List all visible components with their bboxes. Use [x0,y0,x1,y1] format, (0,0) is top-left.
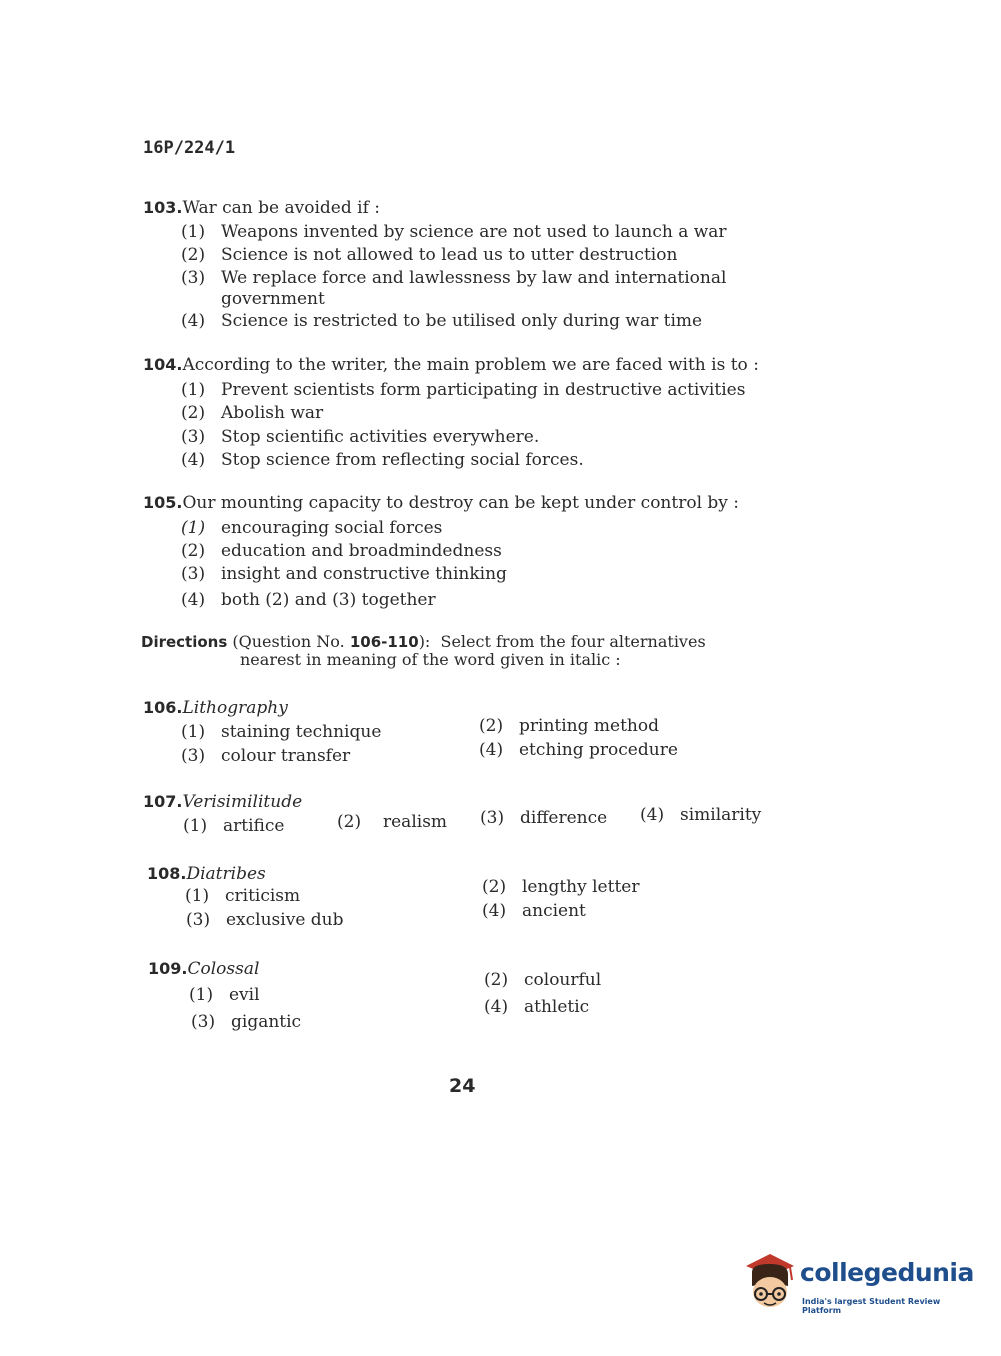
question-106: 106.Lithography [143,698,288,718]
question-105 [143,493,739,513]
option-103-4: (4) Science is restricted to be utilised only during war time [181,311,703,331]
option-108-4: (4) ancient [482,901,586,921]
option-109-4: (4) athletic [484,997,590,1017]
brand-name: collegedunia [800,1258,974,1287]
option-109-2: (2) colourful [484,970,602,990]
option-107-4: (4) similarity [640,805,762,825]
option-106-4: (4) etching procedure [479,740,678,760]
option-105-3: (3) insight and constructive thinking [181,564,507,584]
option-107-3: (3) difference [480,808,608,828]
option-105-2: (2) education and broadmindedness [181,541,502,561]
question-text: War can be avoided if : [182,198,381,218]
option-104-3: (3) Stop scientific activities everywhere. [181,427,540,447]
option-105-1: (1) encouraging social forces [181,518,443,538]
directions-line-2: nearest in meaning of the word given in italic : [240,650,621,669]
option-103-2: (2) Science is not allowed to lead us to utter destruction [181,245,678,265]
option-108-1: (1) criticism [185,886,301,906]
option-109-3: (3) gigantic [191,1012,302,1032]
option-108-3: (3) exclusive dub [186,910,344,930]
paper-code: 16P/224/1 [143,138,236,158]
option-103-1: (1) Weapons invented by science are not used to launch a war [181,222,727,242]
question-word: Diatribes [186,864,266,884]
question-109: 109.Colossal [148,959,260,979]
mascot-icon [742,1252,798,1318]
option-106-1: (1) staining technique [181,722,382,742]
page-number: 24 [449,1075,476,1097]
directions-label: Directions [141,633,228,651]
option-106-3: (3) colour transfer [181,746,351,766]
question-107: 107.Verisimilitude [143,792,303,812]
question-103 [143,198,380,218]
option-107-1: (1) artifice [183,816,285,836]
option-109-1: (1) evil [189,985,260,1005]
option-104-4: (4) Stop science from reflecting social forces. [181,450,584,470]
question-text: Our mounting capacity to destroy can be kept under control by : [182,493,740,513]
question-word: Verisimilitude [182,792,303,812]
option-104-1: (1) Prevent scientists form participating in destructive activities [181,380,746,400]
option-107-2: (2) realism [337,812,448,832]
question-108: 108.Diatribes [147,864,266,884]
question-104 [143,355,759,375]
option-105-4: (4) both (2) and (3) together [181,590,436,610]
option-103-3: (3) We replace force and lawlessness by law and international [181,268,727,288]
option-104-2: (2) Abolish war [181,403,324,423]
question-number: 105. [143,493,183,512]
collegedunia-logo [742,1252,972,1318]
question-number: 104. [143,355,183,374]
directions: Directions (Question No. 106-110): Select from the four alternatives [141,632,706,651]
brand-tagline: India's largest Student Review Platform [802,1297,941,1315]
question-word: Lithography [182,698,288,718]
option-103-3-cont: government [221,289,325,309]
option-106-2: (2) printing method [479,716,659,736]
question-number: 103. [143,198,183,217]
option-108-2: (2) lengthy letter [482,877,640,897]
question-text: According to the writer, the main problem we are faced with is to : [182,355,759,375]
question-word: Colossal [187,959,260,979]
